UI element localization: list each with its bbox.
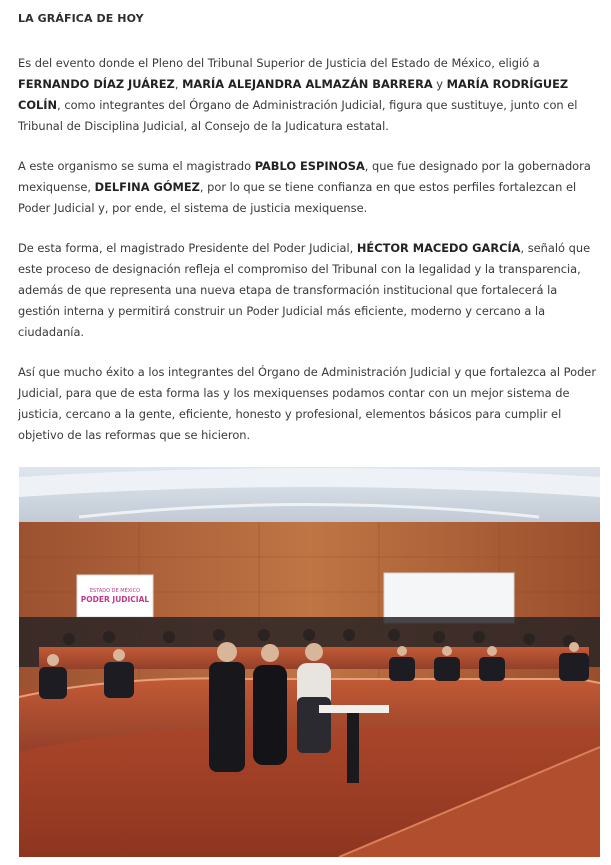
name-fernando-diaz: FERNANDO DÍAZ JUÁREZ (18, 77, 175, 92)
p4-text-1: Así que mucho éxito a los integrantes del Órgano de Administración Judicial y que fortalezca al Poder Judicial, para que de esta forma las y los mexiquenses podamos contar con un mejor sistema de justicia, cercano a la gente, eficiente, honesto y profesional, elementos básicos para cumplir el objetivo de las reformas que se hicieron. (18, 365, 597, 443)
p1-text-3: y (432, 77, 447, 92)
p1-text-4: , como integrantes del Órgano de Administración Judicial, figura que sustituye, junto con el Tribunal de Disciplina Judicial, al Consejo de la Judicatura estatal. (18, 98, 578, 134)
p3-text-1: De esta forma, el magistrado Presidente del Poder Judicial, (18, 241, 357, 255)
paragraph-4 (18, 362, 598, 446)
paragraph-1 (18, 53, 598, 137)
p3-text-2: , señaló que este proceso de designación refleja el compromiso del Tribunal con la legalidad y la transparencia, además de que representa una nueva etapa de transformación institucional que fortalecerá la gestión interna y permitirá construir un Poder Judicial más eficiente, moderno y cercano a la ciudadanía. (18, 241, 591, 340)
event-photo (19, 467, 600, 857)
paragraph-2 (18, 156, 598, 219)
p1-text-1: Es del evento donde el Pleno del Tribunal Superior de Justicia del Estado de México, eligió a (18, 56, 540, 70)
p1-text-2: , (174, 77, 183, 92)
section-heading: LA GRÁFICA DE HOY (18, 12, 144, 25)
screen-subtitle: ESTADO DE MÉXICO (89, 588, 141, 594)
name-pablo-espinosa: PABLO ESPINOSA (254, 159, 365, 173)
p2-text-3: , por lo que se tiene confianza en que estos perfiles fortalezcan el Poder Judicial y, por ende, el sistema de justicia mexiquense. (18, 180, 577, 216)
screen-title: PODER JUDICIAL (80, 595, 150, 604)
paragraph-3 (18, 238, 598, 343)
name-hector-macedo: HÉCTOR MACEDO GARCÍA (356, 241, 521, 255)
name-maria-alejandra-almazan: MARÍA ALEJANDRA ALMAZÁN BARRERA (182, 77, 433, 92)
p2-text-2: , que fue designado por la gobernadora mexiquense, (18, 159, 591, 195)
name-maria-rodriguez: MARÍA RODRÍGUEZ COLÍN (18, 77, 569, 113)
p2-text-1: A este organismo se suma el magistrado (18, 159, 255, 173)
name-delfina-gomez: DELFINA GÓMEZ (94, 180, 200, 195)
